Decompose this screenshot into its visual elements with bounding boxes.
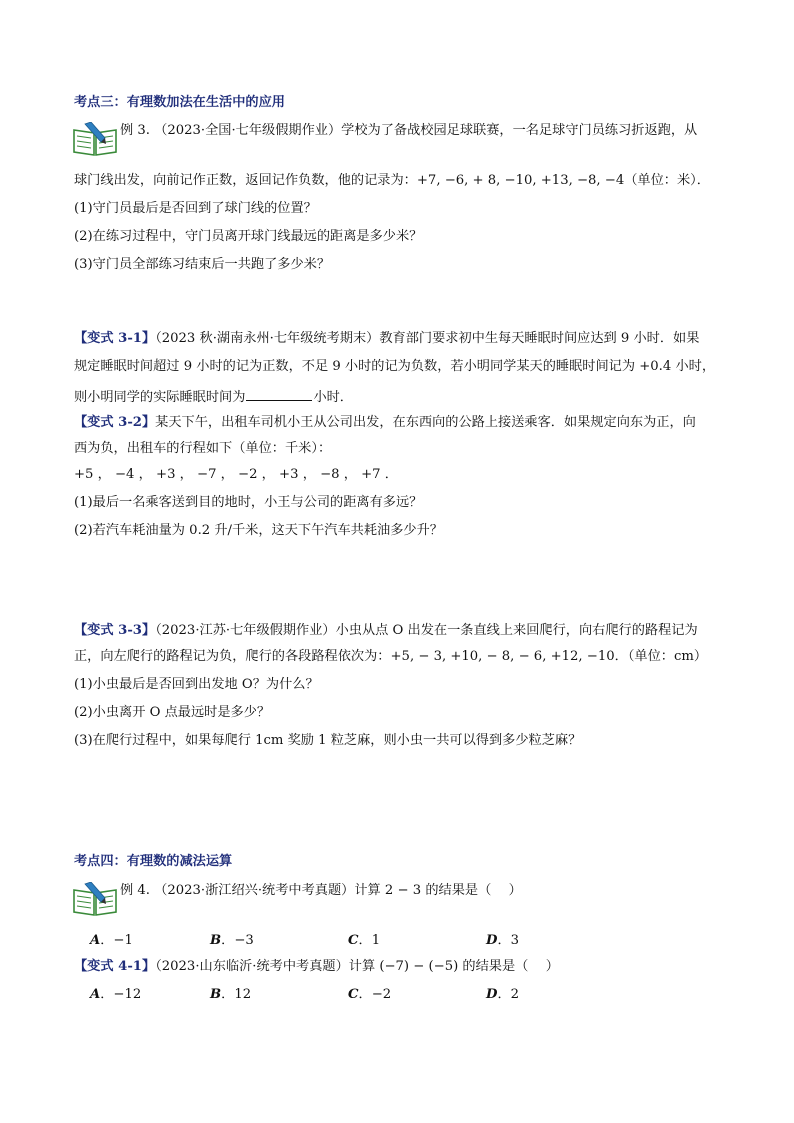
answer-blank[interactable] bbox=[246, 386, 312, 401]
example-4-line1: 例 4. （2023·浙江绍兴·统考中考真题）计算 2 − 3 的结果是（ ） bbox=[120, 883, 522, 898]
variant-4-1-tag: 【变式 4-1】 bbox=[74, 959, 156, 974]
variant-3-3-line1 bbox=[74, 622, 698, 640]
option-a[interactable]: A．−1 bbox=[90, 933, 133, 948]
book-pencil-icon bbox=[72, 122, 118, 156]
option-b[interactable]: B．12 bbox=[210, 987, 252, 1002]
option-d[interactable]: D．2 bbox=[486, 987, 520, 1002]
variant-3-3-line2: 正，向左爬行的路程记为负，爬行的各段路程依次为：+5, − 3, +10, − 8, − 6, +12, −10．（单位：cm） bbox=[74, 649, 708, 664]
variant-3-2-line2: 西为负，出租车的行程如下（单位：千米）： bbox=[74, 441, 332, 456]
variant-3-2-tag: 【变式 3-2】 bbox=[74, 415, 156, 430]
variant-4-1-line1 bbox=[74, 958, 559, 976]
variant-3-2-line3: +5 ， −4 ， +3 ， −7 ， −2 ， +3 ， −8 ， +7 ． bbox=[74, 467, 398, 482]
variant-3-2-line1 bbox=[74, 414, 696, 432]
book-pencil-icon bbox=[72, 882, 118, 916]
variant-3-2-q1: (1)最后一名乘客送到目的地时，小王与公司的距离有多远？ bbox=[74, 495, 423, 510]
variant-3-2-q2: (2)若汽车耗油量为 0.2 升/千米，这天下午汽车共耗油多少升？ bbox=[74, 523, 443, 538]
variant-3-3-text: （2023·江苏·七年级假期作业）小虫从点 O 出发在一条直线上来回爬行，向右爬行的路程记为 bbox=[155, 623, 698, 638]
variant-3-3-q2: (2)小虫离开 O 点最远时是多少？ bbox=[74, 705, 271, 720]
variant-3-3-q1: (1)小虫最后是否回到出发地 O？为什么？ bbox=[74, 677, 319, 692]
option-d[interactable]: D．3 bbox=[486, 933, 520, 948]
variant-3-1-line3 bbox=[74, 386, 353, 407]
example-3-q2: (2)在练习过程中，守门员离开球门线最远的距离是多少米？ bbox=[74, 229, 423, 244]
variant-3-3-q3: (3)在爬行过程中，如果每爬行 1cm 奖励 1 粒芝麻，则小虫一共可以得到多少粒芝麻？ bbox=[74, 733, 582, 748]
variant-3-1-line3-b: 小时． bbox=[313, 390, 353, 405]
option-c[interactable]: C．1 bbox=[348, 933, 381, 948]
example-3-line1: 例 3. （2023·全国·七年级假期作业）学校为了备战校园足球联赛，一名足球守门员练习折返跑，从 bbox=[120, 123, 698, 138]
variant-3-1-line2: 规定睡眠时间超过 9 小时的记为正数，不足 9 小时的记为负数，若小明同学某天的睡眠时间记为 +0.4 小时， bbox=[74, 359, 716, 374]
variant-3-2-text: 某天下午，出租车司机小王从公司出发，在东西向的公路上接送乘客．如果规定向东为正，向 bbox=[155, 415, 696, 430]
option-a[interactable]: A．−12 bbox=[90, 987, 142, 1002]
option-b[interactable]: B．−3 bbox=[210, 933, 254, 948]
variant-3-3-tag: 【变式 3-3】 bbox=[74, 623, 156, 638]
example-3-line2: 球门线出发，向前记作正数，返回记作负数，他的记录为：+7, −6, + 8, −10, +13, −8, −4（单位：米）． bbox=[74, 173, 710, 188]
section-title: 考点三：有理数加法在生活中的应用 bbox=[74, 95, 285, 110]
variant-3-1-line1 bbox=[74, 330, 699, 348]
example-3-q1: (1)守门员最后是否回到了球门线的位置？ bbox=[74, 201, 317, 216]
example-3-q3: (3)守门员全部练习结束后一共跑了多少米？ bbox=[74, 257, 331, 272]
option-c[interactable]: C．−2 bbox=[348, 987, 392, 1002]
variant-3-1-text: （2023 秋·湖南永州·七年级统考期末）教育部门要求初中生每天睡眠时间应达到 9 小时．如果 bbox=[155, 331, 700, 346]
variant-3-1-line3-a: 则小明同学的实际睡眠时间为 bbox=[74, 390, 246, 405]
section-title: 考点四：有理数的减法运算 bbox=[74, 854, 233, 869]
variant-4-1-text: （2023·山东临沂·统考中考真题）计算 (−7) − (−5) 的结果是（ ） bbox=[155, 959, 559, 974]
variant-3-1-tag: 【变式 3-1】 bbox=[74, 331, 156, 346]
